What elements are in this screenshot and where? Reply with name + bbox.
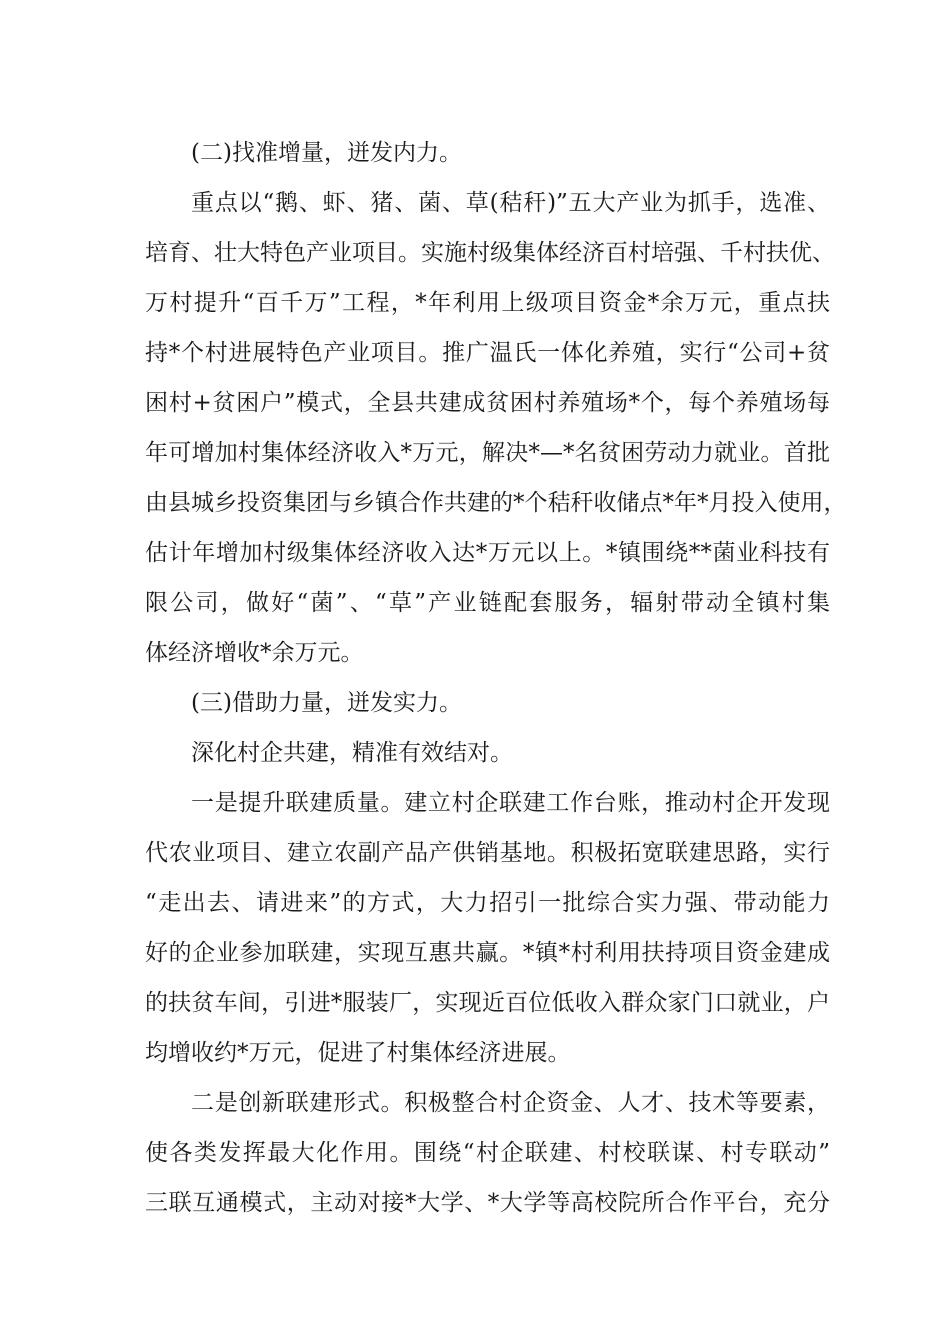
- paragraph-quality: [145, 778, 830, 1078]
- section-heading-2: [145, 128, 830, 178]
- paragraph-intro: [145, 728, 830, 778]
- paragraph-line: 体经济增收*余万元。: [145, 640, 364, 666]
- paragraph-line: 好的企业参加联建，实现互惠共赢。*镇*村利用扶持项目资金建成: [145, 940, 830, 966]
- paragraph-line: 三联互通模式，主动对接*大学、*大学等高校院所合作平台，充分: [145, 1190, 830, 1216]
- heading-text: (二)找准增量，迸发内力。: [191, 140, 462, 166]
- paragraph-industries: [145, 178, 847, 678]
- heading-text: (三)借助力量，迸发实力。: [191, 690, 462, 716]
- paragraph-line: 深化村企共建，精准有效结对。: [191, 740, 513, 766]
- paragraph-line: 的扶贫车间，引进*服装厂，实现近百位低收入群众家门口就业，户: [145, 990, 830, 1016]
- paragraph-line: “走出去、请进来”的方式，大力招引一批综合实力强、带动能力: [145, 890, 830, 916]
- paragraph-forms: [145, 1078, 830, 1228]
- paragraph-line: 重点以“鹅、虾、猪、菌、草(秸秆)”五大产业为抓手，选准、: [191, 190, 830, 216]
- paragraph-line: 均增收约*万元，促进了村集体经济进展。: [145, 1040, 571, 1066]
- paragraph-line: 估计年增加村级集体经济收入达*万元以上。*镇围绕**菌业科技有: [145, 540, 830, 566]
- paragraph-line: 二是创新联建形式。积极整合村企资金、人才、技术等要素，: [191, 1090, 830, 1116]
- paragraph-line: 困村+贫困户”模式，全县共建成贫困村养殖场*个，每个养殖场每: [145, 390, 830, 416]
- paragraph-line: 一是提升联建质量。建立村企联建工作台账，推动村企开发现: [191, 790, 830, 816]
- paragraph-line: 持*个村进展特色产业项目。推广温氏一体化养殖，实行“公司+贫: [145, 340, 830, 366]
- paragraph-line: 代农业项目、建立农副产品产供销基地。积极拓宽联建思路，实行: [145, 840, 830, 866]
- paragraph-line: 限公司，做好“菌”、“草”产业链配套服务，辐射带动全镇村集: [145, 590, 830, 616]
- section-heading-3: [145, 678, 830, 728]
- paragraph-line: 使各类发挥最大化作用。围绕“村企联建、村校联谋、村专联动”: [145, 1140, 830, 1166]
- paragraph-line: 培育、壮大特色产业项目。实施村级集体经济百村培强、千村扶优、: [145, 240, 835, 266]
- paragraph-line: 由县城乡投资集团与乡镇合作共建的*个秸秆收储点*年*月投入使用，: [145, 490, 847, 516]
- paragraph-line: 万村提升“百千万”工程，*年利用上级项目资金*余万元，重点扶: [145, 290, 830, 316]
- paragraph-line: 年可增加村集体经济收入*万元，解决*—*名贫困劳动力就业。首批: [145, 440, 830, 466]
